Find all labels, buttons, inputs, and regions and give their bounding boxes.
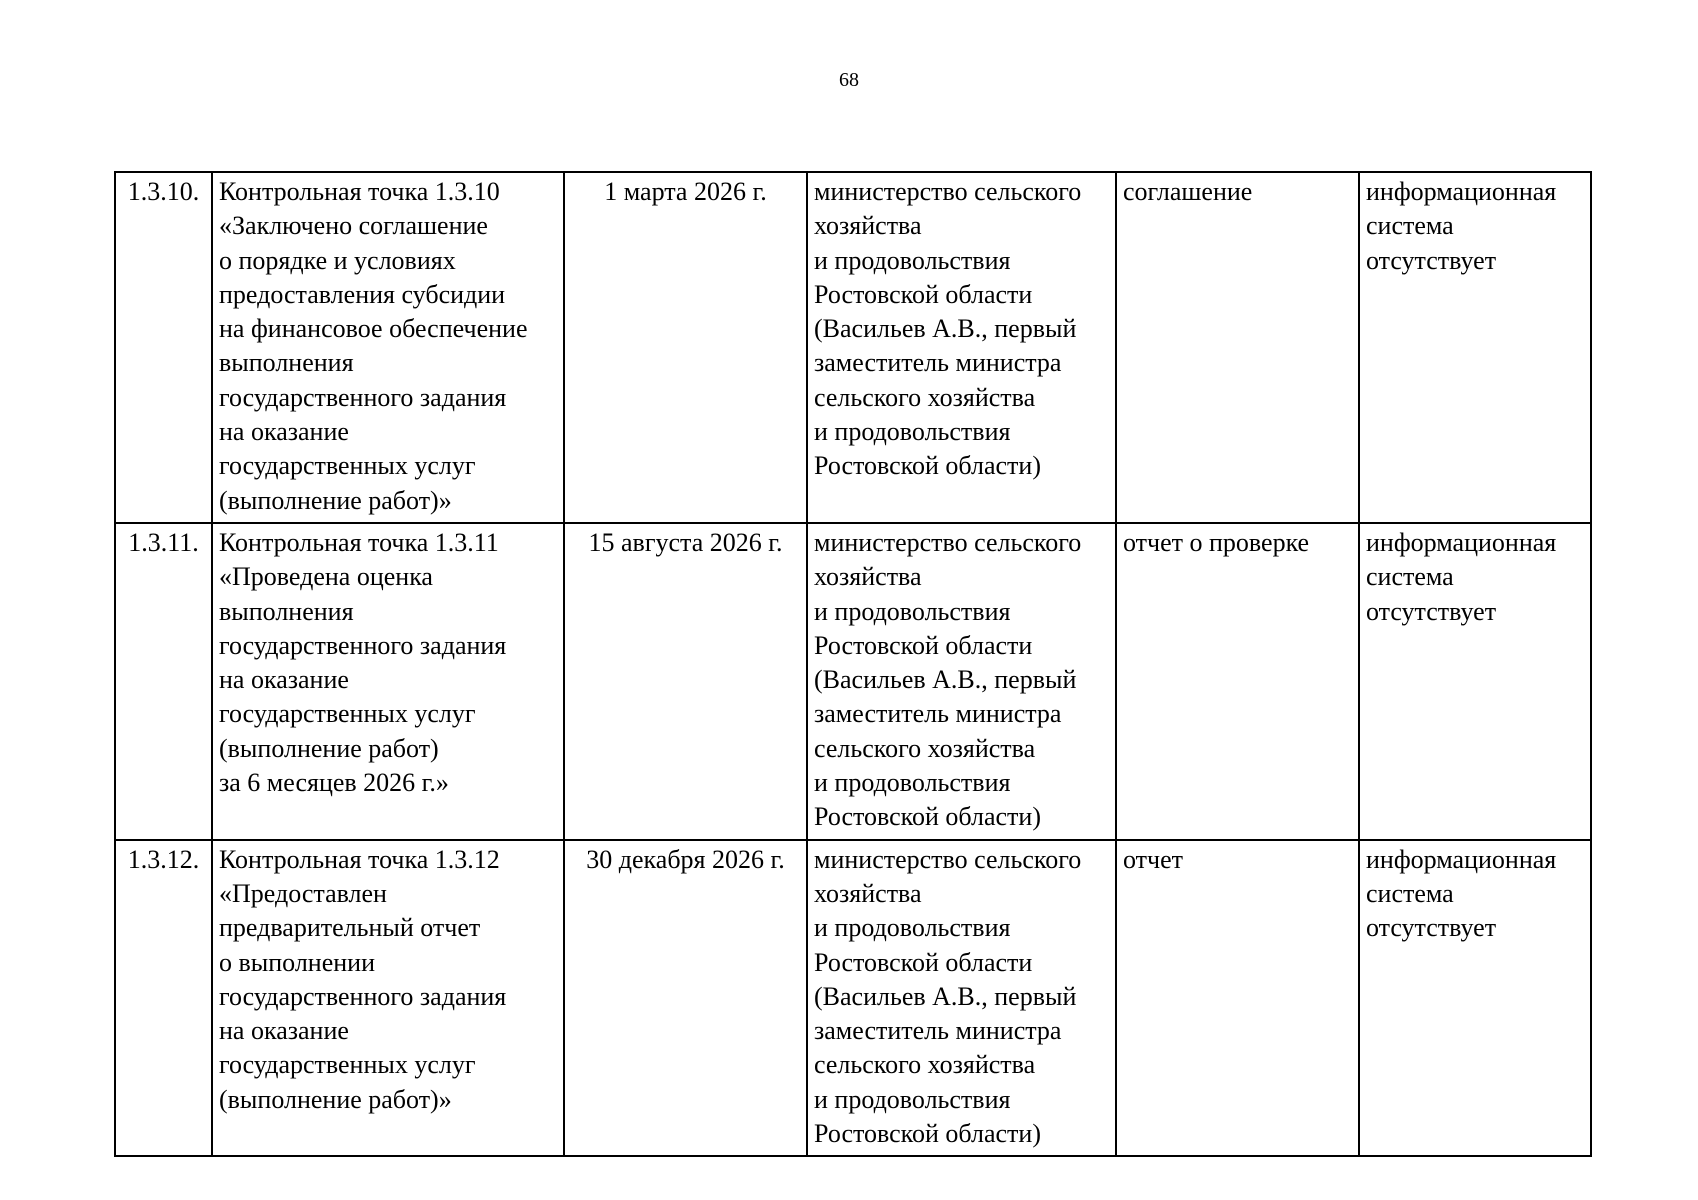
responsible-executor: министерство сельского хозяйства и продовольствия Ростовской области (Васильев А.В., первый заместитель министра сельского хозяйства и продовольствия Ростовской области) <box>807 840 1116 1157</box>
row-number: 1.3.11. <box>115 523 212 840</box>
page-number: 68 <box>839 69 859 91</box>
information-system: информационная система отсутствует <box>1359 523 1591 840</box>
deadline-date: 30 декабря 2026 г. <box>564 840 807 1157</box>
table-row <box>115 840 1591 1157</box>
control-point-title: Контрольная точка 1.3.10 «Заключено соглашение о порядке и условиях предоставления субсидии на финансовое обеспечение выполнения государственного задания на оказание государственных услуг (выполнение работ)» <box>212 172 564 523</box>
information-system: информационная система отсутствует <box>1359 840 1591 1157</box>
row-number: 1.3.10. <box>115 172 212 523</box>
control-point-title: Контрольная точка 1.3.11 «Проведена оценка выполнения государственного задания на оказание государственных услуг (выполнение работ) за 6 месяцев 2026 г.» <box>212 523 564 840</box>
responsible-executor: министерство сельского хозяйства и продовольствия Ростовской области (Васильев А.В., первый заместитель министра сельского хозяйства и продовольствия Ростовской области) <box>807 523 1116 840</box>
deadline-date: 15 августа 2026 г. <box>564 523 807 840</box>
confirming-document: отчет о проверке <box>1116 523 1359 840</box>
information-system: информационная система отсутствует <box>1359 172 1591 523</box>
table-row <box>115 523 1591 840</box>
confirming-document: соглашение <box>1116 172 1359 523</box>
control-point-title: Контрольная точка 1.3.12 «Предоставлен предварительный отчет о выполнении государственного задания на оказание государственных услуг (выполнение работ)» <box>212 840 564 1157</box>
deadline-date: 1 марта 2026 г. <box>564 172 807 523</box>
control-points-table <box>114 171 1592 1157</box>
confirming-document: отчет <box>1116 840 1359 1157</box>
row-number: 1.3.12. <box>115 840 212 1157</box>
table-row <box>115 172 1591 523</box>
responsible-executor: министерство сельского хозяйства и продовольствия Ростовской области (Васильев А.В., первый заместитель министра сельского хозяйства и продовольствия Ростовской области) <box>807 172 1116 523</box>
